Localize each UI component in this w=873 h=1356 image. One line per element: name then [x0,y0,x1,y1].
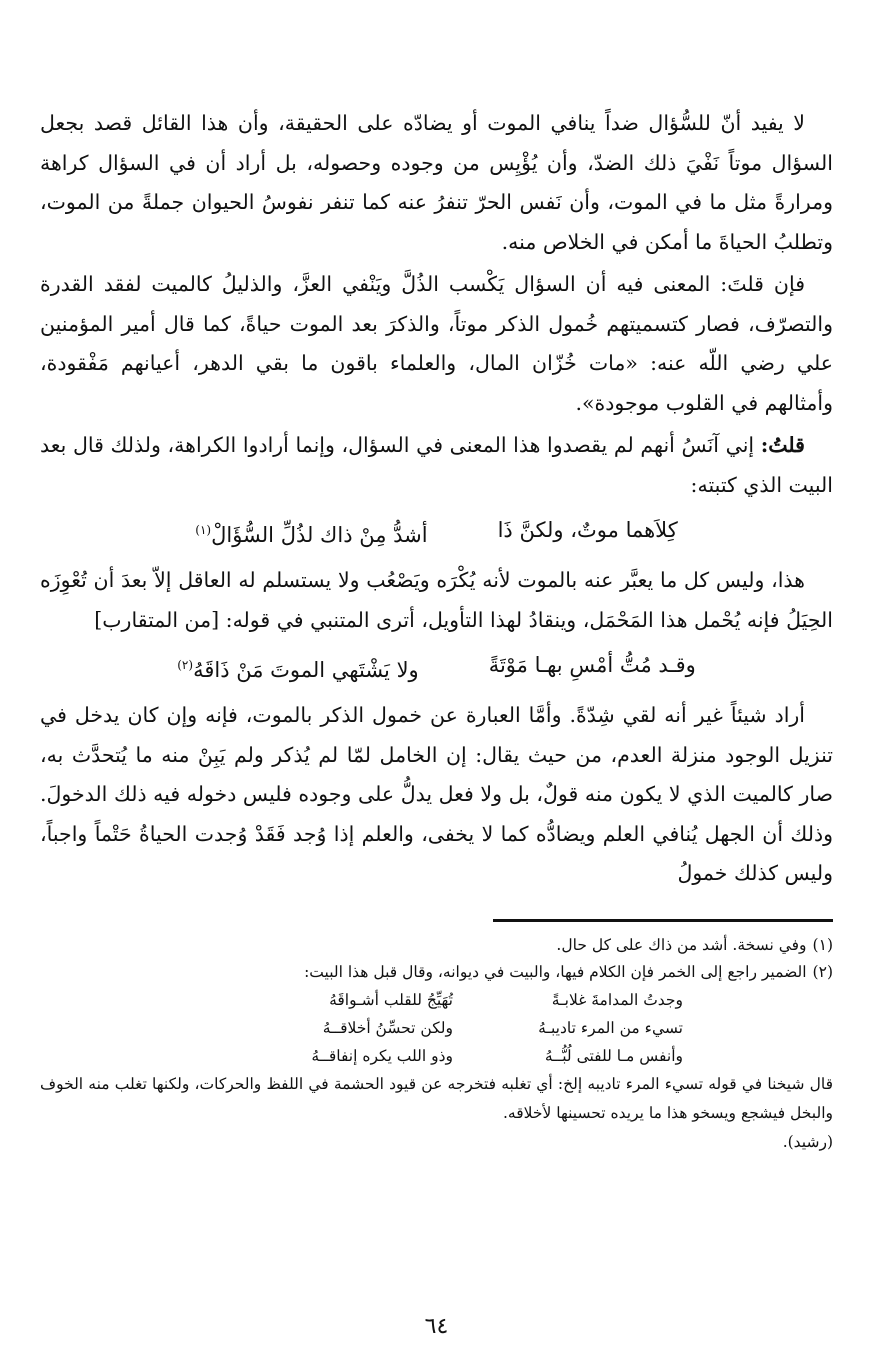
footnote-1-text: وفي نسخة. أشد من ذاك على كل حال. [556,935,807,954]
footnote-2 [40,959,833,986]
footnote-1 [40,932,833,959]
verse-2-text: ولا يَشْتَهي الموتَ مَنْ ذَاقَهُ [193,658,419,682]
verse-1-second-hemistich [195,508,427,557]
verse-1-first-hemistich: كِلاَهما موتٌ، ولكنَّ ذَا [497,518,678,542]
verse-1 [40,508,833,557]
poem-line-2-first: تسيء من المرء تاديبـهُ [538,1018,683,1037]
poem-line-2-second: ولكن تحسِّنُ أخلاقــهُ [322,1018,453,1037]
poem-line-3-second: وذو اللب يكره إنفاقــهُ [311,1046,453,1065]
footnote-separator-wrap [40,897,833,932]
verse-1-text: أشدُّ مِنْ ذاك لذُلِّ السُّؤَالْ [211,523,428,547]
footnote-2-number: (٢) [812,962,833,981]
paragraph-5: أراد شيئاً غير أنه لقي شِدّةً. وأمَّا العبارة عن خمول الذكر بالموت، فإنه وإن كان يدخل في تنزيل الوجود منزلة العدم، من حيث يقال: إن الخامل لمّا لم يُذكر ولم يَبِنْ منه ما يُتحدَّث به، صار كالميت الذي لا يكون منه قولٌ، بل ولا فعل يدلُّ على وجوده فليس دخوله فيه ذلك الدخولَ. وذلك أن الجهل يُنافي العلم ويضادُّه كما لا يخفى، والعلم إذا وُجد فَقَدْ وُجدت الحياةُ حَتْماً واجباً، وليس كذلك خمولُ [40,703,833,885]
verse-2 [40,643,833,692]
footnote-commentary: قال شيخنا في قوله تسيء المرء تاديبه إلخ: أي تغلبه فتخرجه عن قيود الحشمة في اللفظ والحركات، ولكنها تغلب منه الخوف والبخل فيشجع ويسخو هذا ما يريده تحسينها لأخلاقه. [40,1074,833,1122]
footnote-separator [493,919,833,922]
paragraph-3-lead: قلتُ: [760,433,805,457]
paragraph-3-text: إني آنَسُ أنهم لم يقصدوا هذا المعنى في السؤال، وإنما أرادوا الكراهة، ولذلك قال بعد البيت الذي كتبته: [40,433,833,497]
verse-2-first-hemistich: وقـد مُتُّ أمْسِ بهـا مَوْتَةً [488,653,696,677]
paragraph-2: فإن قلتَ: المعنى فيه أن السؤال يَكْسب الذُلَّ ويَنْفي العزَّ، والذليلُ كالميت لفقد القدرة والتصرّف، فصار كتسميتهم خُمول الذكر موتاً، والذكرَ بعد الموت حياةً، كما قال أمير المؤمنين علي رضي اللّه عنه: «مات خُزّان المال، والعلماء باقون ما بقي الدهر، أعيانهم مَفْقودة، وأمثالهم في القلوب موجودة». [40,272,833,415]
footnote-1-number: (١) [812,935,833,954]
poem-line-1-second: تُهَيِّجُ للقلب أشـواقَهُ [329,990,453,1009]
page-number: ٦٤ [424,1314,449,1339]
paragraph-1: لا يفيد أنّ للسُّؤال ضداً ينافي الموت أو يضادّه على الحقيقة، وأن هذا القائل قصد بجعل السؤال موتاً نَفْيَ ذلك الضدّ، وأن يُؤْيِس من وجوده وحصوله، بل أراد أن في السؤال كراهة ومرارةً مثل ما في الموت، وأن نَفس الحرّ تنفرُ عنه كما تنفر نفوسُ الحيوان جملةً من الموت، وتطلبُ الحياةَ ما أمكن في الخلاص منه. [40,111,833,254]
footnote-signature: (رشيد). [782,1132,833,1151]
paragraph-3 [40,426,833,505]
book-page [40,104,833,1356]
poem-line-1-first: وجدتُ المدامةَ غلابـةً [551,990,683,1009]
footnote-2-text: الضمير راجع إلى الخمر فإن الكلام فيها، والبيت في ديوانه، وقال قبل هذا البيت: [304,962,807,981]
poem-line-3-first: وأنفس مـا للفتى لُبُّــهُ [544,1046,683,1065]
footnote-marker-1[interactable]: (١) [195,523,212,537]
paragraph-4: هذا، وليس كل ما يعبَّر عنه بالموت لأنه يُكْرَه ويَصْعُب ولا يستسلم له العاقل إلاّ بعدَ أن تُعْوِزَه الحِيَلُ فإنه يُحْمل هذا المَحْمَل، وينقادُ لهذا التأويل، أترى المتنبي في قوله: [من المتقارب] [40,568,833,632]
verse-2-second-hemistich [177,643,418,692]
footnote-marker-2[interactable]: (٢) [177,658,194,672]
footnote-poem [40,986,683,1070]
